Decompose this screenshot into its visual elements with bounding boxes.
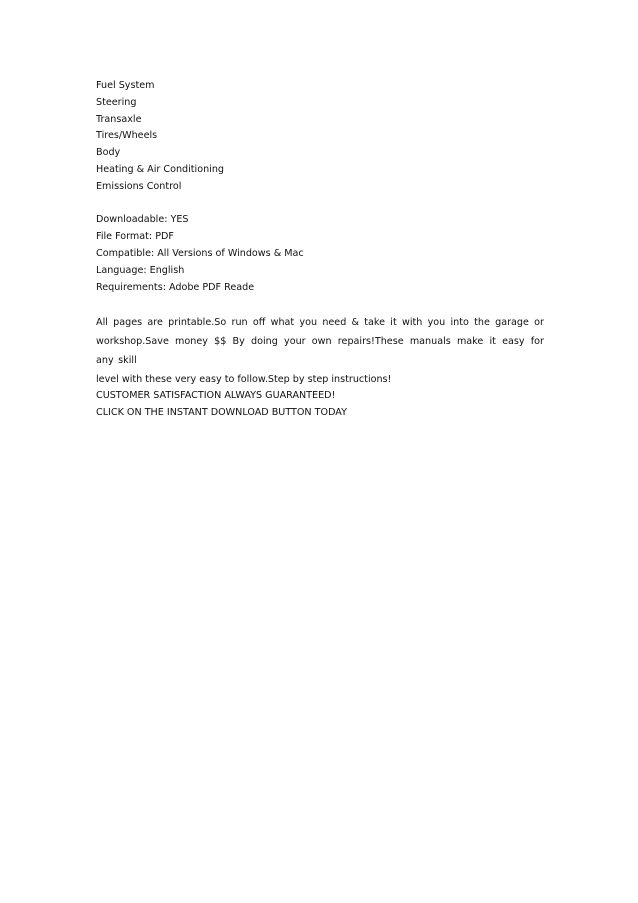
guarantee-text: CUSTOMER SATISFACTION ALWAYS GUARANTEED!: [96, 390, 336, 402]
list-item: Fuel System: [96, 80, 155, 91]
description-last-line: level with these very easy to follow.Step by step instructions!: [96, 374, 392, 386]
requirements-line: Requirements: Adobe PDF Reade: [96, 281, 255, 293]
document-content: [96, 78, 544, 422]
system-list: [96, 78, 544, 196]
file-format-line: File Format: PDF: [96, 231, 174, 243]
list-item: Body: [96, 147, 121, 159]
language-line: Language: English: [96, 264, 185, 276]
list-item: Transaxle: [96, 113, 142, 125]
list-item: Heating & Air Conditioning: [96, 163, 225, 175]
description-text: All pages are printable.So run off what you need & take it with you into the garage or workshop.Save money $$ By doing your own repairs!These manuals make it easy for any skill: [96, 317, 544, 367]
list-item: Steering: [96, 96, 137, 108]
product-details: [96, 212, 544, 296]
list-item: Emissions Control: [96, 180, 182, 192]
compatibility-line: Compatible: All Versions of Windows & Mac: [96, 247, 304, 259]
description-paragraph: [96, 313, 544, 389]
downloadable-line: Downloadable: YES: [96, 214, 189, 226]
call-to-action-text: CLICK ON THE INSTANT DOWNLOAD BUTTON TODAY: [96, 406, 347, 418]
description-section: [96, 313, 544, 422]
list-item: Tires/Wheels: [96, 130, 158, 142]
